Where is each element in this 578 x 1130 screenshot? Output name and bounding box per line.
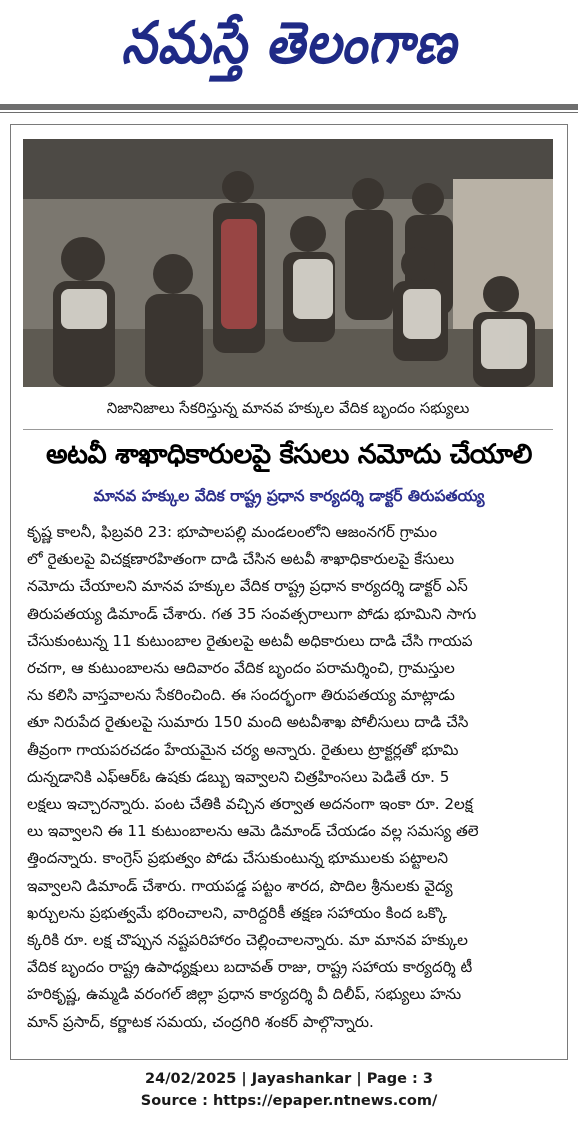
article-body-line: లో రైతులపై విచక్షణారహితంగా దాడి చేసిన అటవీ శాఖాధికారులపై కేసులు: [27, 550, 455, 569]
article-subheadline: మానవ హక్కుల వేదిక రాష్ట్ర ప్రధాన కార్యదర్శి డాక్టర్ తిరుపతయ్య: [93, 487, 485, 505]
article-body-line: లక్షలు ఇచ్చారన్నారు. పంట చేతికి వచ్చిన తర్వాత అదనంగా ఇంకా రూ. 2లక్ష: [27, 795, 473, 814]
masthead-thin-rule: [0, 112, 578, 113]
article-clipping: [10, 124, 568, 1060]
news-photo: [23, 139, 553, 387]
article-body-line: హరికృష్ణ, ఉమ్మడి వరంగల్ జిల్లా ప్రధాన కార్యదర్శి వీ దిలీప్, సభ్యులు హను: [27, 985, 462, 1004]
masthead-logo-text: నమస్తే తెలంగాణ: [121, 9, 457, 76]
article-body: [27, 519, 557, 1036]
article-body-line: ఖర్చులను ప్రభుత్వమే భరించాలని, వారిద్దరికీ తక్షణ సహాయం కింద ఒక్కొ: [27, 903, 447, 922]
article-body-line: నమోదు చేయాలని మానవ హక్కుల వేదిక రాష్ట్ర ప్రధాన కార్యదర్శి డాక్టర్ ఎస్: [27, 577, 468, 596]
article-body-line: రచగా, ఆ కుటుంబాలను ఆదివారం వేదిక బృందం పరామర్శించి, గ్రామస్తుల: [27, 659, 455, 678]
article-body-line: త్తిందన్నారు. కాంగ్రెస్ ప్రభుత్వం పోడు చేసుకుంటున్న భూములకు పట్టాలని: [27, 849, 449, 868]
caption-divider: [23, 429, 553, 430]
article-body-line: కృష్ణ కాలనీ, ఫిబ్రవరి 23: భూపాలపల్లి మండలంలోని ఆజంనగర్ గ్రామం: [27, 523, 438, 541]
news-photo-image: [23, 139, 553, 387]
article-body-line: క్కరికి రూ. లక్ష చొప్పున నష్టపరిహారం చెల్లించాలన్నారు. మా మానవ హక్కుల: [27, 931, 468, 950]
article-body-line: దున్నడానికి ఎఫ్ఆర్ఓ ఉషకు డబ్బు ఇవ్వాలని చిత్రహింసలు పెడితే రూ. 5: [27, 767, 450, 786]
article-body-line: ఇవ్వాలని డిమాండ్ చేశారు. గాయపడ్డ పట్టం శారద, పొదిల శ్రీనులకు వైద్య: [27, 876, 453, 895]
article-body-line: తూ నిరుపేద రైతులపై సుమారు 150 మంది అటవీశాఖ పోలీసులు దాడి చేసి: [27, 713, 469, 732]
article-body-line: తీవ్రంగా గాయపరచడం హేయమైన చర్య అన్నారు. రైతులు ట్రాక్టర్లతో భూమి: [27, 740, 459, 759]
footer-date-page: 24/02/2025 | Jayashankar | Page : 3: [145, 1071, 433, 1087]
article-body-line: చేసుకుంటున్న 11 కుటుంబాల రైతులపై అటవీ అధికారులు దాడి చేసి గాయప: [27, 631, 473, 650]
article-body-line: ను కలిసి వాస్తవాలను సేకరించింది. ఈ సందర్భంగా తిరుపతయ్య మాట్లాడు: [27, 686, 455, 705]
article-body-line: తిరుపతయ్య డిమాండ్ చేశారు. గత 35 సంవత్సరాలుగా పోడు భూమిని సాగు: [27, 604, 477, 623]
photo-caption: నిజానిజాలు సేకరిస్తున్న మానవ హక్కుల వేదిక బృందం సభ్యులు: [106, 399, 470, 417]
source-footer: [0, 1068, 578, 1112]
masthead-rule: [0, 104, 578, 110]
footer-source-url: Source : https://epaper.ntnews.com/: [140, 1093, 438, 1109]
article-body-line: మాన్ ప్రసాద్, కర్ణాటక సమయ, చంద్రగిరి శంకర్ పాల్గొన్నారు.: [27, 1012, 374, 1031]
article-headline: అటవీ శాఖాధికారులపై కేసులు నమోదు చేయాలి: [46, 439, 532, 470]
article-body-line: వేదిక బృందం రాష్ట్ర ఉపాధ్యక్షులు బదావత్ రాజు, రాష్ట్ర సహాయ కార్యదర్శి టీ: [27, 958, 473, 977]
article-body-line: లు ఇవ్వాలని ఈ 11 కుటుంబాలను ఆమె డిమాండ్ చేయడం వల్ల సమస్య తలె: [27, 822, 479, 841]
newspaper-masthead: [0, 0, 578, 100]
